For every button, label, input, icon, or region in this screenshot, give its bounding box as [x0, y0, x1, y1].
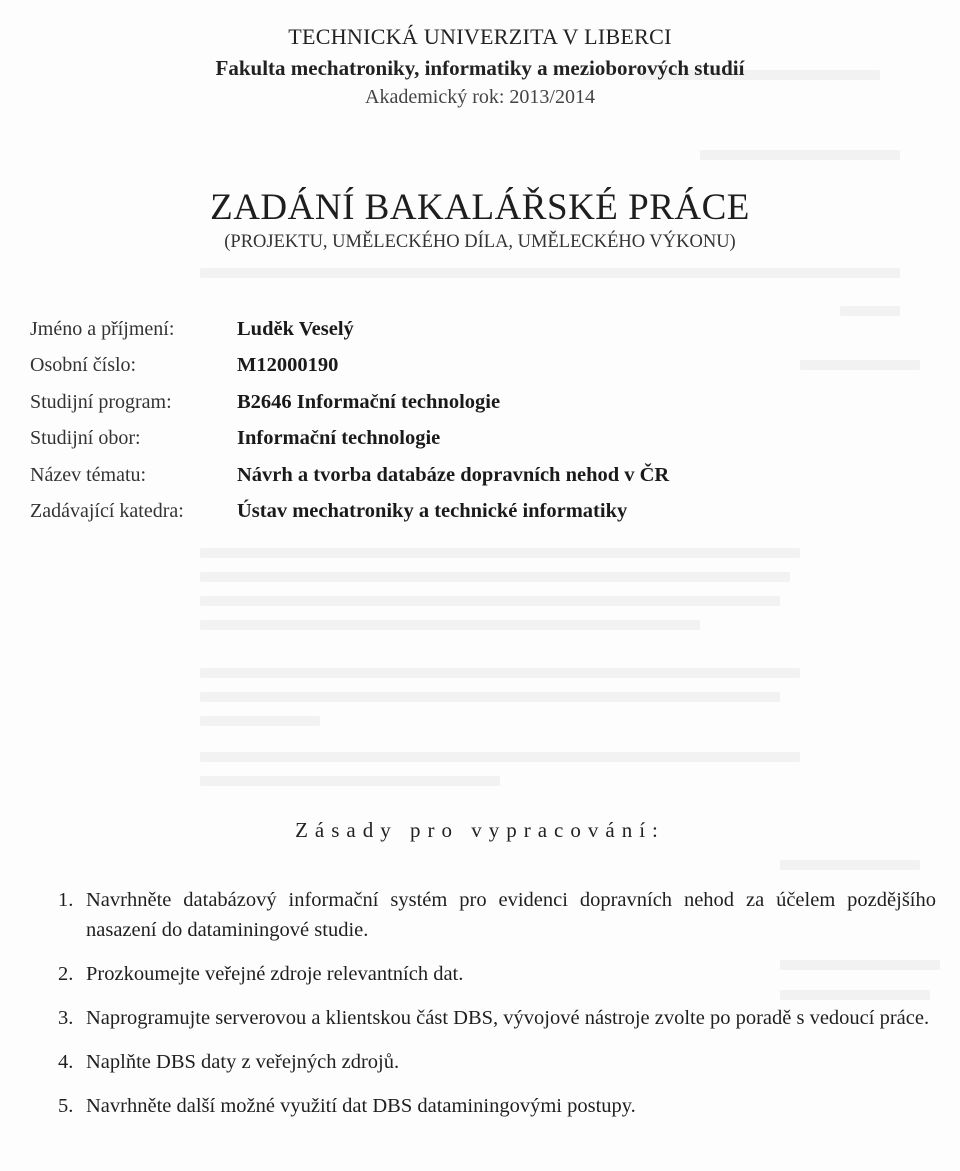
show-through-mark [200, 548, 800, 558]
show-through-mark [780, 860, 920, 870]
info-label: Osobní číslo: [30, 354, 137, 377]
personal-number: M12000190 [237, 354, 339, 377]
item-text: Navrhněte další možné využití dat DBS dataminingovými postupy. [86, 1095, 636, 1117]
item-number: 1. [58, 889, 74, 911]
list-item [58, 1091, 936, 1121]
info-label: Jméno a příjmení: [30, 318, 175, 340]
show-through-mark [200, 596, 780, 606]
show-through-mark [200, 620, 700, 630]
study-field: Informační technologie [237, 427, 441, 450]
assigning-department: Ústav mechatroniky a technické informatiky [237, 499, 628, 522]
list-item [58, 1003, 936, 1033]
guidelines-heading: Zásady pro vypracování: [295, 818, 665, 842]
item-text: Naprogramujte serverovou a klientskou část DBS, vývojové nástroje zvolte po poradě s vedoucí práce. [86, 1007, 930, 1029]
assignment-title: ZADÁNÍ BAKALÁŘSKÉ PRÁCE [210, 187, 750, 228]
item-number: 2. [58, 963, 74, 985]
list-item [58, 885, 936, 945]
show-through-mark [200, 776, 500, 786]
info-label: Studijní program: [30, 390, 172, 413]
academic-year: Akademický rok: 2013/2014 [365, 86, 595, 108]
show-through-mark [200, 752, 800, 762]
show-through-mark [200, 668, 800, 678]
show-through-mark [700, 150, 900, 160]
item-text: Navrhněte databázový informační systém pro evidenci dopravních nehod za účelem pozdějšího nasazení do dataminingové studie. [86, 889, 936, 941]
guidelines-list [58, 885, 936, 1121]
list-item [58, 1047, 936, 1077]
study-program: B2646 Informační technologie [237, 390, 501, 413]
info-label: Název tématu: [30, 463, 147, 486]
assignment-subtitle: (PROJEKTU, UMĚLECKÉHO DÍLA, UMĚLECKÉHO VÝKONU) [224, 232, 736, 252]
item-text: Prozkoumejte veřejné zdroje relevantních dat. [86, 963, 464, 985]
item-text: Naplňte DBS daty z veřejných zdrojů. [86, 1051, 400, 1073]
show-through-mark [200, 268, 900, 278]
thesis-topic: Návrh a tvorba databáze dopravních nehod v ČR [237, 463, 670, 486]
list-item [58, 959, 936, 989]
university-name: TECHNICKÁ UNIVERZITA V LIBERCI [288, 24, 672, 49]
info-label: Zadávající katedra: [30, 499, 184, 522]
faculty-name: Fakulta mechatroniky, informatiky a mezioborových studií [215, 56, 745, 80]
item-number: 3. [58, 1007, 74, 1029]
item-number: 4. [58, 1051, 74, 1073]
info-label: Studijní obor: [30, 427, 141, 450]
show-through-mark [200, 572, 790, 582]
show-through-mark [800, 360, 920, 370]
show-through-mark [840, 306, 900, 316]
item-number: 5. [58, 1095, 74, 1117]
show-through-mark [200, 692, 780, 702]
show-through-mark [200, 716, 320, 726]
student-name: Luděk Veselý [237, 318, 354, 340]
